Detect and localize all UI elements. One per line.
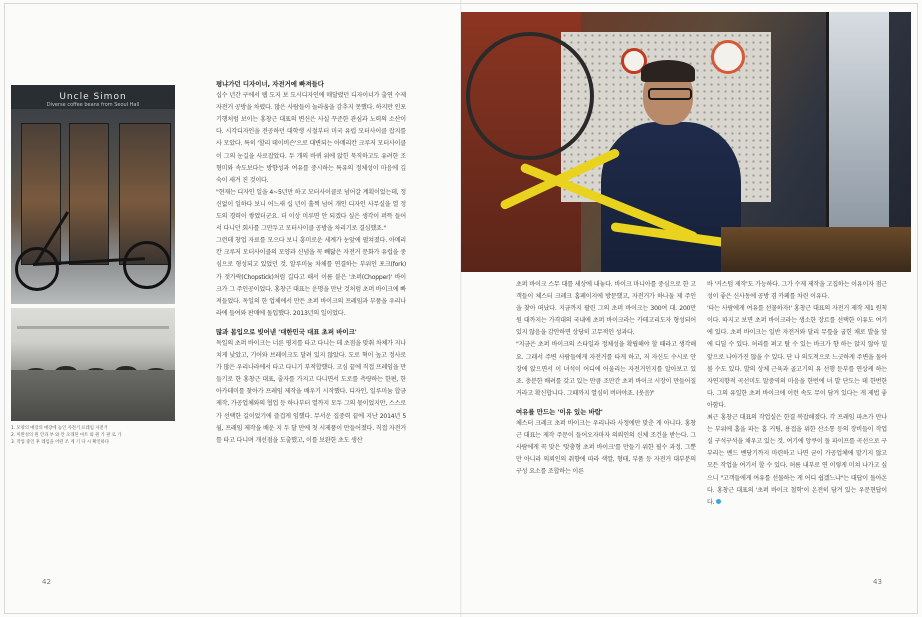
section-heading: 평냐가던 디자이너, 자전거에 빠져들다 bbox=[216, 80, 324, 88]
article-paragraph: 독일의 초퍼 바이크는 너른 평지를 타고 다니는 데 초점을 맞춰 차체가 지나치게 낮았고, 기어와 브레이크도 달려 있지 않았다. 도로 혁이 높고 정사로가 많은 우리나라에서 타고 다니기 부적합했다. 고심 끝에 직접 프레임을 만들기로 한 홍창근 대표, 줄자를 가지고 다니면서 도로를 측량하는 한편, 한 아카데미를 찾아가 프레임 제작을 배우기 시작했다. 디자인, 일루미늄 합금 제작, 가공업체와의 협업 등 하나부터 열까지 모두 그의 몫이었지만, 스스로가 선택한 길이었기에 즐겁게 임했다. 무서운 집중력 끝에 지난 2014년 5월, 프레임 제작을 배운 지 두 달 만에 첫 시제품이 만들어졌다. 직접 자전거를 타고 다니며 개선점을 도출했고, 이를 보완한 초도 생산 bbox=[216, 339, 406, 444]
article-paragraph: 체스터 크레크 초퍼 바이크는 우리나라 사정에만 맞춘 게 아니다. 홍창근 대표는 제작 주문이 들어오자마자 의뢰인의 신체 조건을 받는다. 그 사람에게 꼭 맞은 '맞춤형 초퍼 바이크'를 만들기 위한 필수 과정. 그뿐만 아니라 의뢰인의 취향에 따라 색깔, 형태, 부품 등 자전거 대부분의 구성 요소를 조합하는 이른 bbox=[516, 420, 696, 476]
page-number-left: 42 bbox=[42, 578, 51, 586]
photo-captions bbox=[11, 425, 175, 446]
shop-window bbox=[21, 123, 61, 265]
page-number-right: 43 bbox=[873, 578, 882, 586]
wall-clock bbox=[711, 40, 745, 74]
saddles-photo bbox=[11, 308, 175, 421]
article-paragraph: 바 '커스텀 제작'도 가능하다. 그가 수제 제작을 고집하는 이유이자 점근성이 좋은 신사동에 공방 겸 카페를 차린 이유다. bbox=[707, 281, 887, 301]
article-column-3 bbox=[707, 279, 887, 509]
section-heading: 많과 몸입으로 빚어낸 '대한민국 대표 초퍼 바이크' bbox=[216, 327, 357, 336]
article-paragraph bbox=[707, 412, 887, 509]
article-paragraph: 십수 년간 구에서 웹 도지 보 도시디자인에 매달렸던 디자이너가 출연 수제 자전거 공방을 차렸다. 많은 사람들이 놀라움을 감추지 못했다. 하지만 인포 기행처럼 보이는 홍창근 대표의 변신은 사실 꾸준한 관심과 노력의 소산이다. 시각디자인을 전공하던 대학생 시절부터 미국 유럽 모터사이클 잡지를 사 모았다. 특히 '할리 데이비슨'으로 대변되는 아메리칸 크루저 모터사이클이 그의 눈길을 사로잡았다. 두 개의 바퀴 위에 앉힌 묵직하고도 유려한 조형미와 속도보다는 방향성과 여유를 중시하는 특유의 정체성이 마음에 깊숙이 새겨 진 것이다. bbox=[216, 92, 406, 184]
end-mark-icon bbox=[716, 499, 721, 504]
storefront-photo bbox=[11, 85, 175, 304]
article-paragraph: "지금은 초퍼 바이크의 스타일과 정체성을 확립해야 할 때라고 생각해요. 그래서 주변 사람들에게 자전거를 타게 하고, 저 자신도 수시로 안장에 앉으면서 이 녀석이 어디에 어울리는 자전거인지를 알아보고 있죠. 충분한 배려를 갖고 있는 만큼 조만간 초퍼 바이크 시장이 만들어질 거라고 확신합니다. 그때까지 열심히 버텨야죠. (웃음)" bbox=[516, 341, 696, 397]
article-column-1 bbox=[216, 78, 406, 447]
workshop-photo bbox=[461, 12, 911, 272]
glass-door bbox=[826, 12, 889, 232]
bike-wheel-rear bbox=[123, 241, 171, 289]
bike-wheel-front bbox=[15, 247, 59, 291]
caption-3: 3. 작업 중인 후 레임을 어떤 조 계 기 다 시 확인하다 bbox=[11, 440, 109, 445]
craftsman-body bbox=[601, 122, 741, 272]
shop-sign-title: Uncle Simon bbox=[59, 92, 127, 102]
shop-door bbox=[69, 123, 109, 265]
display-shelf bbox=[17, 326, 169, 329]
workbench bbox=[721, 227, 911, 272]
article-paragraph: 그런데 창업 자료를 모으다 보니 흥미로운 세계가 눈앞에 펼쳐졌다. 아메리칸 크루저 모터사이클의 모양과 신념을 꼭 빼닮은 자전거 문화가 유럽을 중심으로 형성되고 있었던 것. 알루미늄 차체를 연결하는 부위인 포크(fork)가 젓가락(Chopstick)처럼 길다고 해서 이름 붙은 '초퍼(Chopper)' 바이크가 그 주인공이었다. 홍창근 대표는 운명을 만난 것처럼 초퍼 바이크에 빠져들었다. 독일의 한 업체에서 만든 초퍼 바이크의 프레임과 부품을 우리나라에 들여와 판매에 돌입했다. 2013년의 일이었다. bbox=[216, 237, 406, 317]
saddle-rack bbox=[11, 370, 175, 421]
bicycle-wheel bbox=[466, 32, 594, 160]
glasses bbox=[648, 88, 692, 100]
article-paragraph: '타는 사람에게 여유를 선물하자!' 홍창근 대표의 자전거 제작 제1 원칙이다. 따지고 보면 초퍼 바이크라는 생소한 장르를 선택한 이유도 여기에 있다. 초퍼 바이크는 일반 자전거와 달리 무릎을 굽힌 채로 발을 앞에 디딜 수 있다. 허리를 펴고 탈 수 있는 바크가 향 하는 앉지 않아 밀 앞으로 나아가진 않을 수 있다. 단 나 의도적으로 느긋하게 주변을 돌아볼 수도 있다. 발의 상체 근육과 골고기의 유 선행 둔부를 연상케 하는 자연지향적 곡선미도 말중역의 마음을 한번에 녀 발 단도는 데 한번한다. 그의 유일한 초퍼 바이크에 이런 속도 무이 담겨 있다는 게 제법 좋아함다. bbox=[707, 305, 887, 409]
article-paragraph: "현재는 디자인 일을 4~5년만 하고 모터사이클로 넘어갈 계획이었는데, 정신없이 일하다 보니 어느새 십 년이 훌쩍 넘어 개인 디자인 사무실을 열 정도의 경력이 쌓였더군요. 더 이상 미루면 안 되겠다 싶은 생각이 퍼뜩 들어서 다니던 회사를 그만두고 모터사이클 공방을 차리기로 결심했죠." bbox=[216, 188, 406, 233]
shop-sign-subtitle: Diverse coffee beans from Seoul Hall bbox=[46, 102, 140, 108]
article-paragraph-text: 최근 홍창근 대표의 작업실은 한결 복잡해졌다. 각 프레임 파츠가 만나는 부위에 홈을 파는 홈 커팅, 용접을 위한 산소통 등의 장비들이 작업실 구석구석을 채우고 있는 것. 여기에 앙쿠이 돌 파이프를 곡선으로 구부리는 벤드 벤당기까지 마련하고 나면 굳이 가공업체에 맡기지 않고 모든 작업을 여기서 할 수 있다. 허름 내부로 연 이렇게 미쳐 나가고 싶으니 "고객들에게 여유를 선물하는 게 어디 쉽겠느냐"는 대답이 돌아온다. 홍창근 대표의 '초퍼 바이크 철학'이 온전히 담겨 있는 우문현답이다. bbox=[707, 414, 887, 506]
article-paragraph: 초퍼 바이크 스무 대를 세상에 내놓다. 바이크 마니아를 중심으로 한 고객들이 체스터 크레크 홈페이지에 방문했고, 자전거가 하나둘 제 주인을 찾아 떠났다. 지금까지 팔린 그의 초퍼 바이크는 300여 대. 200만 원 대까지는 가격대의 국내에 초퍼 바이크라는 카테고리도자 형성되어 있지 않음을 감안하면 상당히 고무적인 성과다. bbox=[516, 281, 696, 337]
caption-1: 1. 모양의 매장의 매장에 놓인 자전거 프레임 자전거 bbox=[11, 426, 108, 431]
article-column-2 bbox=[516, 279, 696, 479]
section-heading: 여유를 만드는 '이유 있는 바람' bbox=[516, 407, 603, 416]
craftsman-hair bbox=[641, 60, 695, 82]
caption-2: 2. 미완성의 원 안과 부 와 안 오래된 마트 와 원 가 판 로 가 bbox=[11, 433, 122, 438]
